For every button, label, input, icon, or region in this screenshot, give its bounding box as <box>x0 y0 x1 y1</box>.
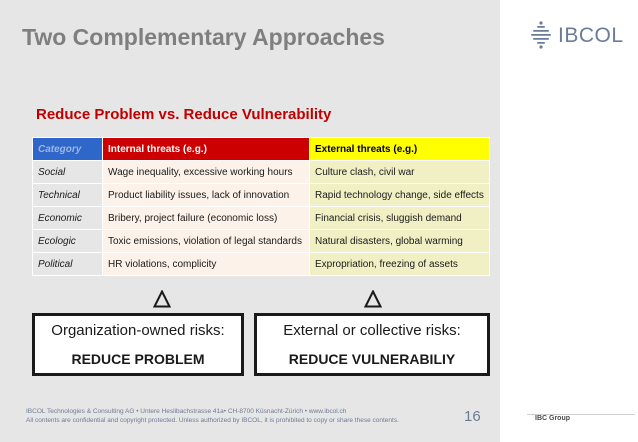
logo-text: IBCOL <box>558 24 624 47</box>
organization-owned-risks-box <box>32 313 244 376</box>
header-external-threats: External threats (e.g.) <box>310 138 490 161</box>
category-cell: Technical <box>33 184 103 207</box>
category-cell: Political <box>33 253 103 276</box>
internal-threat-cell: Toxic emissions, violation of legal standards <box>103 230 310 253</box>
external-threat-cell: Culture clash, civil war <box>310 161 490 184</box>
table-row <box>33 230 490 253</box>
footer-text <box>26 407 399 425</box>
header-internal-threats: Internal threats (e.g.) <box>103 138 310 161</box>
box-heading: Organization-owned risks: <box>51 322 225 339</box>
footer-copyright: All contents are confidential and copyright protected. Unless authorized by IBCOL, it is prohibited to copy or share these contents. <box>26 417 399 424</box>
table-row <box>33 207 490 230</box>
internal-threat-cell: Product liability issues, lack of innovation <box>103 184 310 207</box>
risk-table <box>32 137 490 276</box>
triangle-up-icon <box>364 290 382 308</box>
external-threat-cell: Expropriation, freezing of assets <box>310 253 490 276</box>
table-row <box>33 253 490 276</box>
internal-threat-cell: Wage inequality, excessive working hours <box>103 161 310 184</box>
box-heading: External or collective risks: <box>283 322 461 339</box>
header-category: Category <box>33 138 103 161</box>
triangle-up-icon <box>153 290 171 308</box>
category-cell: Economic <box>33 207 103 230</box>
external-threat-cell: Natural disasters, global warming <box>310 230 490 253</box>
footer-address: IBCOL Technologies & Consulting AG • Untere Heslibachstrasse 41a• CH-8700 Küsnacht-Zürich • www.ibcol.ch <box>26 408 347 415</box>
category-cell: Social <box>33 161 103 184</box>
box-action: REDUCE PROBLEM <box>71 351 205 367</box>
table-row <box>33 161 490 184</box>
table-row <box>33 184 490 207</box>
company-logo <box>528 20 628 50</box>
table-header-row <box>33 138 490 161</box>
ibcol-mark-icon <box>528 20 554 50</box>
external-threat-cell: Financial crisis, sluggish demand <box>310 207 490 230</box>
external-threat-cell: Rapid technology change, side effects <box>310 184 490 207</box>
internal-threat-cell: HR violations, complicity <box>103 253 310 276</box>
box-action: REDUCE VULNERABILIY <box>288 351 456 367</box>
group-label: IBC Group <box>535 415 570 422</box>
slide-title: Two Complementary Approaches <box>22 24 385 50</box>
slide-subtitle: Reduce Problem vs. Reduce Vulnerability <box>36 106 332 123</box>
internal-threat-cell: Bribery, project failure (economic loss) <box>103 207 310 230</box>
category-cell: Ecologic <box>33 230 103 253</box>
page-number: 16 <box>464 408 481 425</box>
external-collective-risks-box <box>254 313 490 376</box>
